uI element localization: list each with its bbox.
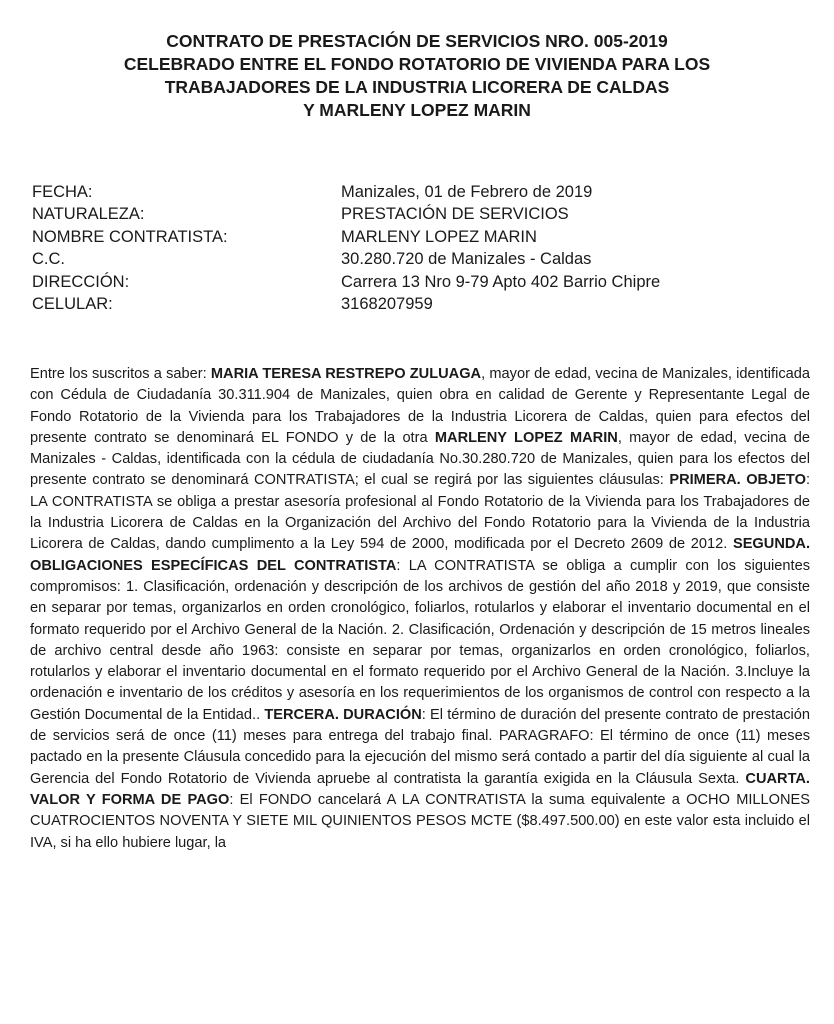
gerente-name: MARIA TERESA RESTREPO ZULUAGA — [210, 366, 482, 382]
body-text: Entre los suscritos a saber: — [30, 366, 211, 382]
title-line-3: TRABAJADORES DE LA INDUSTRIA LICORERA DE CALDAS — [164, 77, 670, 97]
body-text: , mayor de edad, vecina de Manizales - Caldas, identificada con la cédula de ciudadanía No.30.280.720 de Manizales, quien para los efectos del presente contrato se denominará CONTRATISTA; el cual se regirá por las siguientes cláusulas: — [30, 429, 810, 489]
body-text: : LA CONTRATISTA se obliga a cumplir con los siguientes compromisos: 1. Clasificación, ordenación y descripción de los archivos de gestión del año 2018 y 2019, que consiste en separar por temas, organizarlos en orden cronológico, foliarlos, rotularlos y elaborar el inventario documental en el formato requerido por el Archivo General de la Nación. 2. Clasificación, Ordenación y descripción de 15 metros lineales de archivo central desde año 1963: consiste en separar por temas, organizarlos en orden cronológico, foliarlos, rotularlos y elaborar el inventario documental en el formato requerido por el Archivo General de la Nación. 3.Incluye la ordenación e inventario de los créditos y asesoría en los requerimientos de los organismos de control con respecto a la Gestión Documental de la Entidad.. — [30, 557, 811, 723]
field-label: C.C. — [32, 250, 65, 269]
body-text: : LA CONTRATISTA se obliga a prestar asesoría profesional al Fondo Rotatorio de la Vivienda para los Trabajadores de la Industria Licorera de Caldas en la Organización del Archivo del Fondo Rotatorio para la Vivienda de la Industria Licorera de Caldas, dando cumplimento a la Ley 594 de 2000, modificada por el Decreto 2609 de 2012. — [30, 472, 810, 553]
field-value: 30.280.720 de Manizales - Caldas — [341, 250, 592, 269]
field-celular — [32, 293, 822, 315]
title-line-2: CELEBRADO ENTRE EL FONDO ROTATORIO DE VIVIENDA PARA LOS — [123, 54, 711, 74]
field-label: CELULAR: — [32, 294, 113, 313]
field-naturaleza — [32, 203, 822, 225]
body-text: : El FONDO cancelará A LA CONTRATISTA la suma equivalente a OCHO MILLONES CUATROCIENTOS NOVENTA Y SIETE MIL QUINIENTOS PESOS MCTE ($8.497.500.00) en este valor esta incluido el IVA, si ha ello hubiere lugar, la — [30, 791, 811, 851]
contract-title — [40, 30, 794, 122]
clause-heading-cuarta: CUARTA. VALOR Y FORMA DE PAGO — [30, 770, 810, 808]
field-label: FECHA: — [32, 183, 93, 201]
field-value: MARLENY LOPEZ MARIN — [341, 227, 537, 246]
clause-heading-tercera: TERCERA. DURACIÓN — [264, 706, 422, 723]
field-label: NATURALEZA: — [32, 205, 145, 224]
field-value: Carrera 13 Nro 9-79 Apto 402 Barrio Chipre — [341, 272, 661, 291]
field-cc — [32, 248, 822, 270]
field-value: PRESTACIÓN DE SERVICIOS — [341, 205, 569, 224]
field-label: DIRECCIÓN: — [32, 272, 130, 291]
clause-heading-primera: PRIMERA. OBJETO — [669, 472, 806, 489]
title-line-1: CONTRATO DE PRESTACIÓN DE SERVICIOS NRO. 005-2019 — [166, 31, 668, 51]
field-direccion — [32, 271, 822, 293]
clause-heading-segunda: SEGUNDA. OBLIGACIONES ESPECÍFICAS DEL CONTRATISTA — [30, 536, 810, 574]
contract-fields — [32, 181, 822, 315]
contratista-name: MARLENY LOPEZ MARIN — [434, 429, 618, 446]
body-text: : El término de duración del presente contrato de prestación de servicios será de once (11) meses para entrega del trabajo final. PARAGRAFO: El término de once (11) meses pactado en la presente Cláusula concedido para la ejecución del mismo será contado a partir del día siguiente al cual la Gerencia del Fondo Rotatorio de Vivienda apruebe al contratista la garantía exigida en la Cláusula Sexta. — [30, 706, 810, 787]
field-fecha — [32, 181, 822, 203]
field-label: NOMBRE CONTRATISTA: — [32, 227, 228, 246]
contract-body — [30, 364, 810, 854]
title-line-4: Y MARLENY LOPEZ MARIN — [303, 100, 531, 120]
body-text: , mayor de edad, vecina de Manizales, identificada con Cédula de Ciudadanía 30.311.904 de Manizales, quien obra en calidad de Gerente y Representante Legal de Fondo Rotatorio de la Vivienda para los Trabajadores de la Industria Licorera de Caldas, quien para efectos del presente contrato se denominará EL FONDO y de la otra — [30, 366, 810, 446]
field-nombre-contratista — [32, 226, 822, 248]
field-value: Manizales, 01 de Febrero de 2019 — [341, 183, 593, 201]
field-value: 3168207959 — [341, 294, 433, 313]
